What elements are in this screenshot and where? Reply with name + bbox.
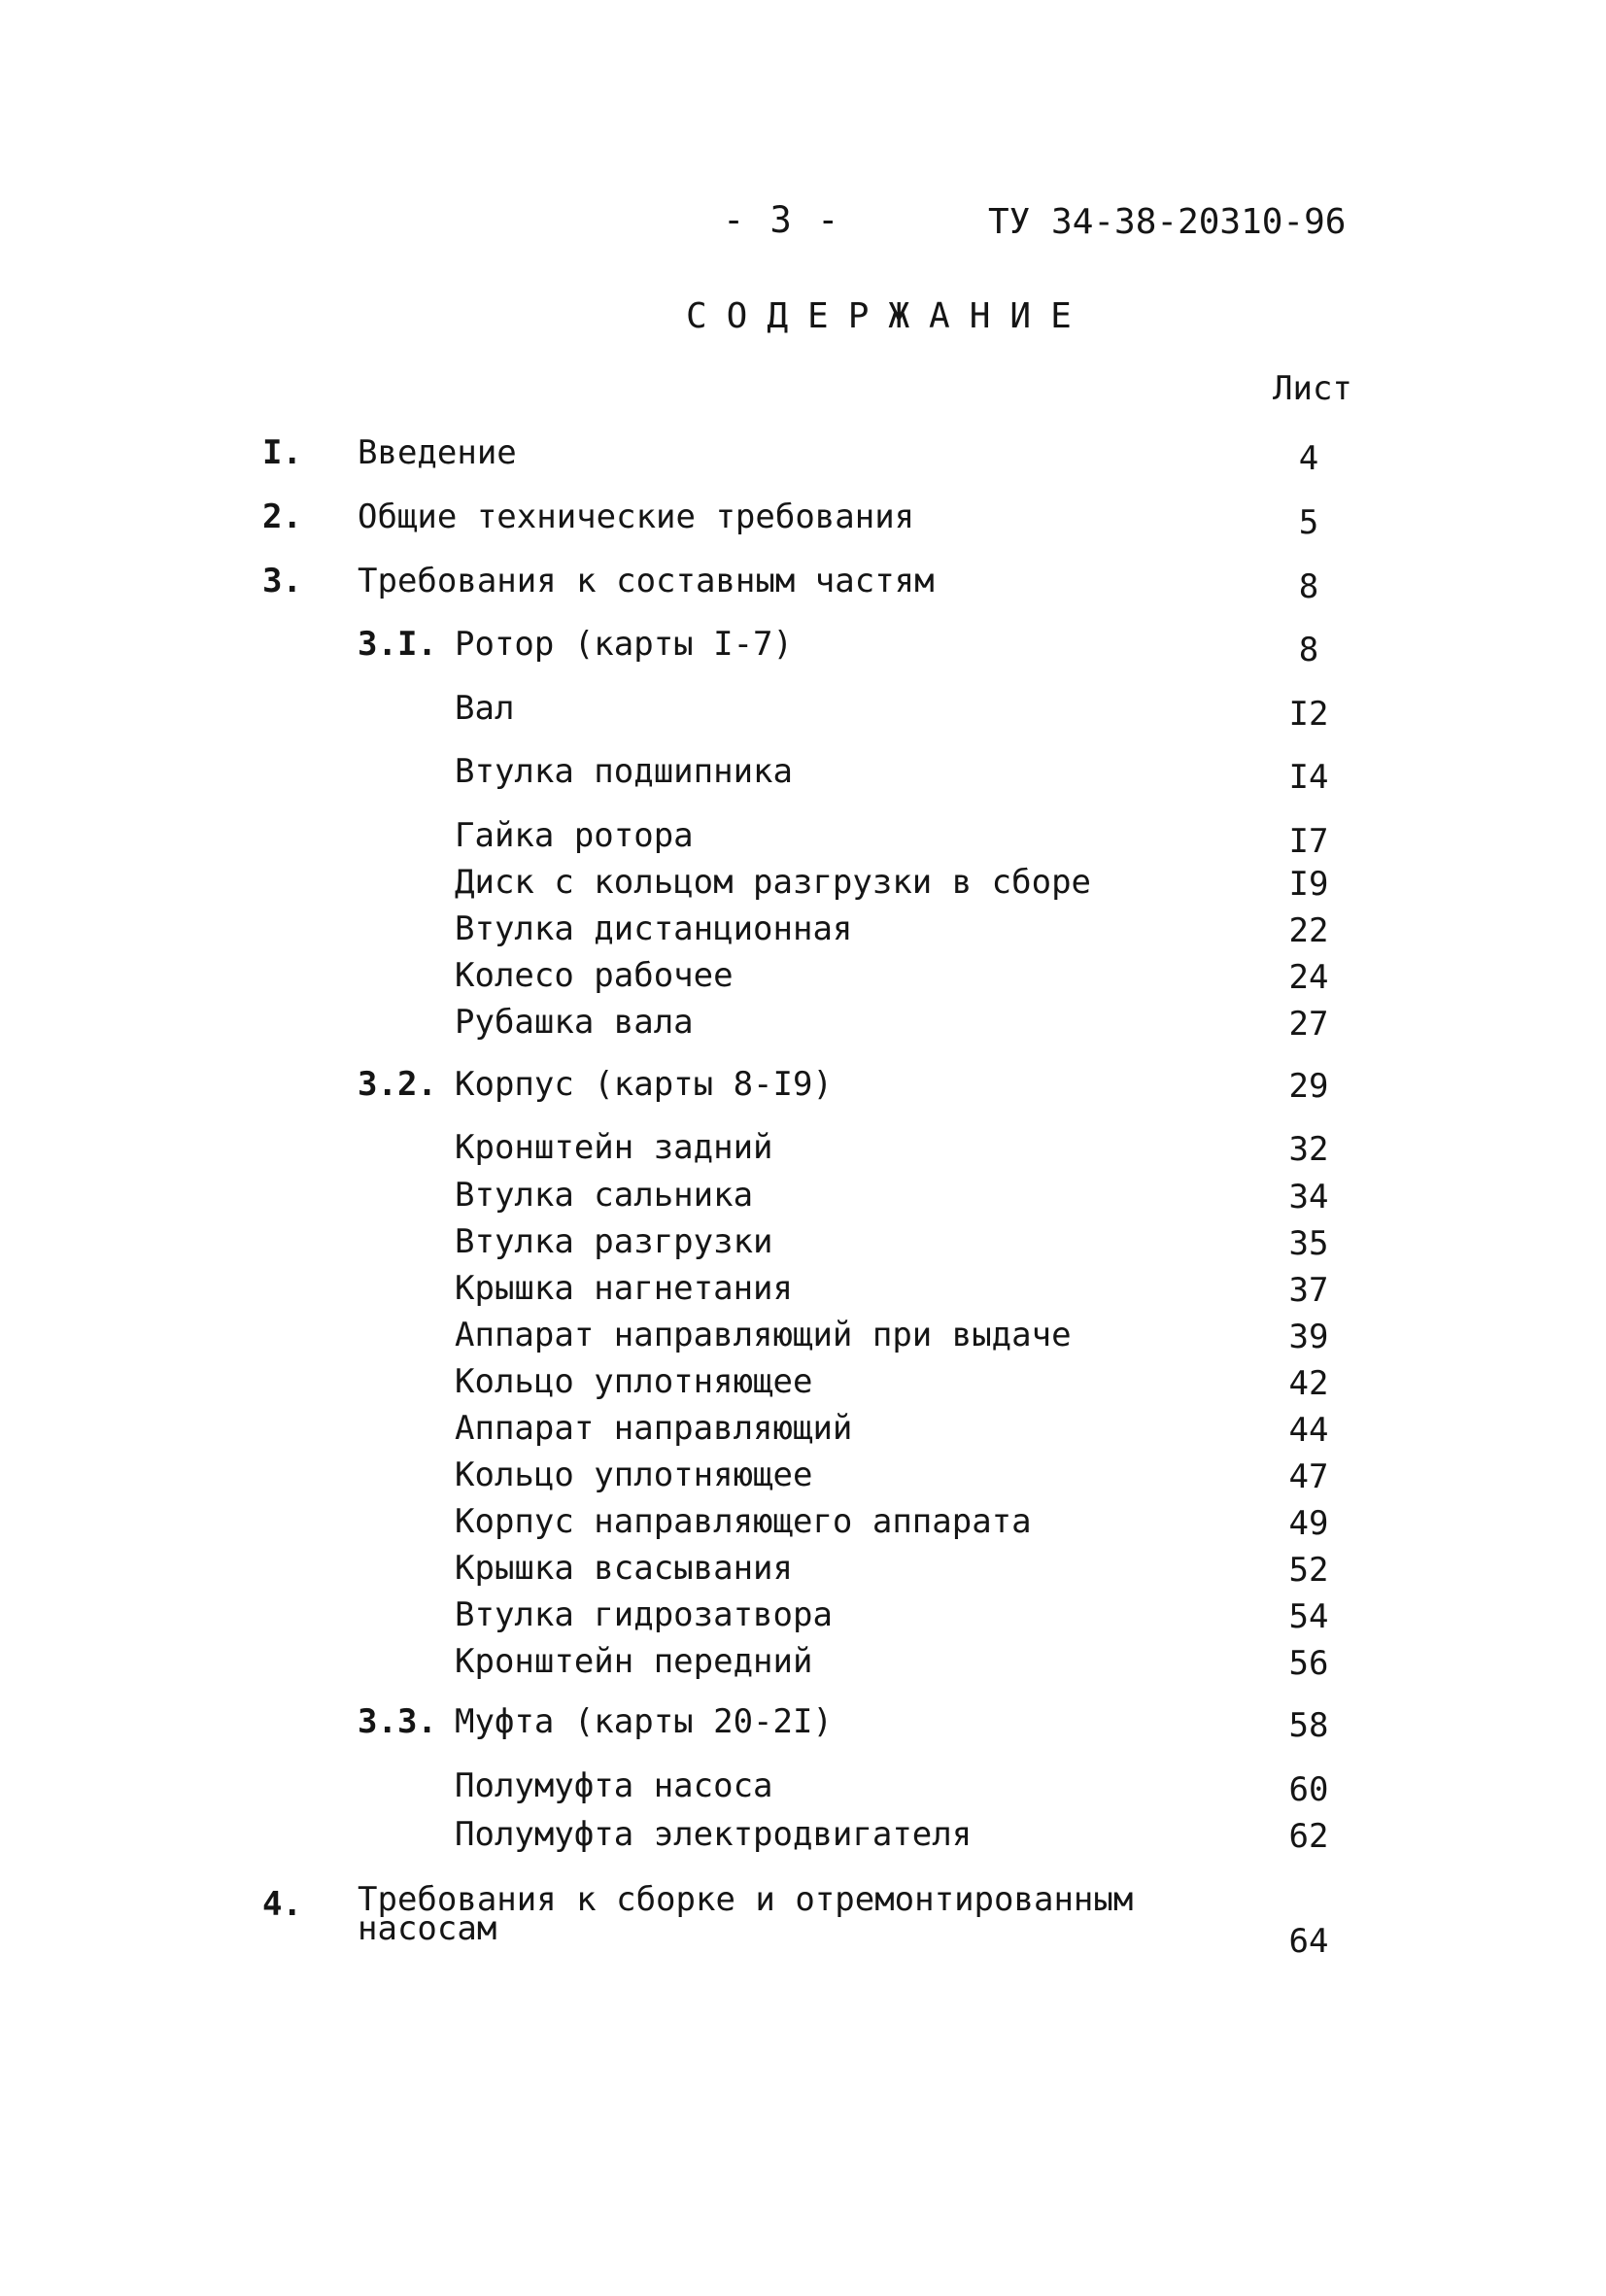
toc-entry-page: 52 (1288, 1551, 1329, 1590)
toc-entry-number: I. (262, 433, 302, 472)
toc-entry-page: 35 (1288, 1224, 1329, 1263)
toc-entry-label: Втулка подшипника (455, 752, 793, 791)
toc-entry-page: I9 (1288, 865, 1329, 904)
toc-entry-page: 56 (1288, 1644, 1329, 1683)
toc-entry-page: I4 (1288, 758, 1329, 797)
toc-entry-label: Ротор (карты I-7) (455, 625, 793, 664)
toc-entry-page: 8 (1298, 631, 1319, 669)
toc-entry-label: Колесо рабочее (455, 956, 734, 995)
toc-entry-page: 24 (1288, 958, 1329, 997)
toc-entry-number: 3. (262, 562, 302, 600)
toc-entry-label: Муфта (карты 20-2I) (455, 1702, 833, 1741)
toc-entry-label: Втулка дистанционная (455, 909, 853, 948)
toc-entry-page: 8 (1298, 567, 1319, 606)
toc-entry-label: Рубашка вала (455, 1003, 694, 1042)
toc-entry-page: 37 (1288, 1271, 1329, 1310)
page-number: - 3 - (723, 199, 841, 241)
toc-entry-page: 32 (1288, 1130, 1329, 1169)
toc-entry-label: Гайка ротора (455, 816, 694, 855)
toc-entry-label: Кольцо уплотняющее (455, 1362, 813, 1401)
toc-entry-number: 2. (262, 497, 302, 536)
toc-entry-page: 58 (1288, 1706, 1329, 1745)
toc-entry-label: Крышка всасывания (455, 1549, 793, 1588)
toc-entry-page: 60 (1288, 1770, 1329, 1809)
toc-entry-page: 39 (1288, 1318, 1329, 1356)
toc-entry-label: Вал (455, 689, 515, 728)
toc-entry-label: Полумуфта электродвигателя (455, 1815, 973, 1854)
toc-entry-label: Втулка разгрузки (455, 1222, 773, 1261)
toc-entry-label: Полумуфта насоса (455, 1766, 773, 1805)
toc-entry-page: 22 (1288, 911, 1329, 950)
toc-entry-page: 5 (1298, 503, 1319, 542)
toc-entry-label: Кронштейн передний (455, 1642, 813, 1681)
toc-entry-page: 34 (1288, 1178, 1329, 1217)
toc-entry-page: 54 (1288, 1597, 1329, 1636)
toc-entry-number: 3.3. (358, 1702, 437, 1741)
toc-entry-page: I7 (1288, 822, 1329, 861)
toc-entry-label: Крышка нагнетания (455, 1269, 793, 1308)
toc-entry-page: 47 (1288, 1457, 1329, 1496)
toc-entry-page: 27 (1288, 1005, 1329, 1044)
toc-entry-label: Аппарат направляющий при выдаче (455, 1316, 1072, 1354)
toc-entry-page: 42 (1288, 1364, 1329, 1403)
toc-entry-page: I2 (1288, 695, 1329, 734)
toc-entry-label: Требования к составным частям (358, 562, 935, 600)
toc-entry-page: 29 (1288, 1067, 1329, 1106)
toc-entry-label: Кронштейн задний (455, 1128, 773, 1167)
toc-entry-number: 3.2. (358, 1065, 437, 1104)
toc-entry-number: 3.I. (358, 625, 437, 664)
toc-entry-page: 44 (1288, 1411, 1329, 1450)
page-column-label: Лист (1273, 369, 1352, 408)
toc-entry-label: Аппарат направляющий (455, 1409, 853, 1448)
toc-entry-label: Введение (358, 433, 517, 472)
toc-entry-number: 4. (262, 1885, 302, 1924)
toc-entry-label: Втулка сальника (455, 1176, 754, 1215)
toc-entry-label: Корпус направляющего аппарата (455, 1502, 1032, 1541)
toc-entry-label: Общие технические требования (358, 497, 915, 536)
toc-entry-page: 4 (1298, 439, 1319, 478)
toc-entry-label: Втулка гидрозатвора (455, 1595, 833, 1634)
toc-entry-label: Кольцо уплотняющее (455, 1456, 813, 1494)
page-title: СОДЕРЖАНИЕ (686, 296, 1091, 336)
toc-entry-label: Корпус (карты 8-I9) (455, 1065, 833, 1104)
toc-entry-label: Диск с кольцом разгрузки в сборе (455, 863, 1092, 902)
document-code: ТУ 34-38-20310-96 (988, 202, 1347, 242)
toc-entry-page: 49 (1288, 1504, 1329, 1543)
toc-entry-page: 64 (1288, 1922, 1329, 1961)
toc-entry-label: Требования к сборке и отремонтированным насосам (358, 1880, 1134, 1948)
toc-entry-page: 62 (1288, 1817, 1329, 1856)
